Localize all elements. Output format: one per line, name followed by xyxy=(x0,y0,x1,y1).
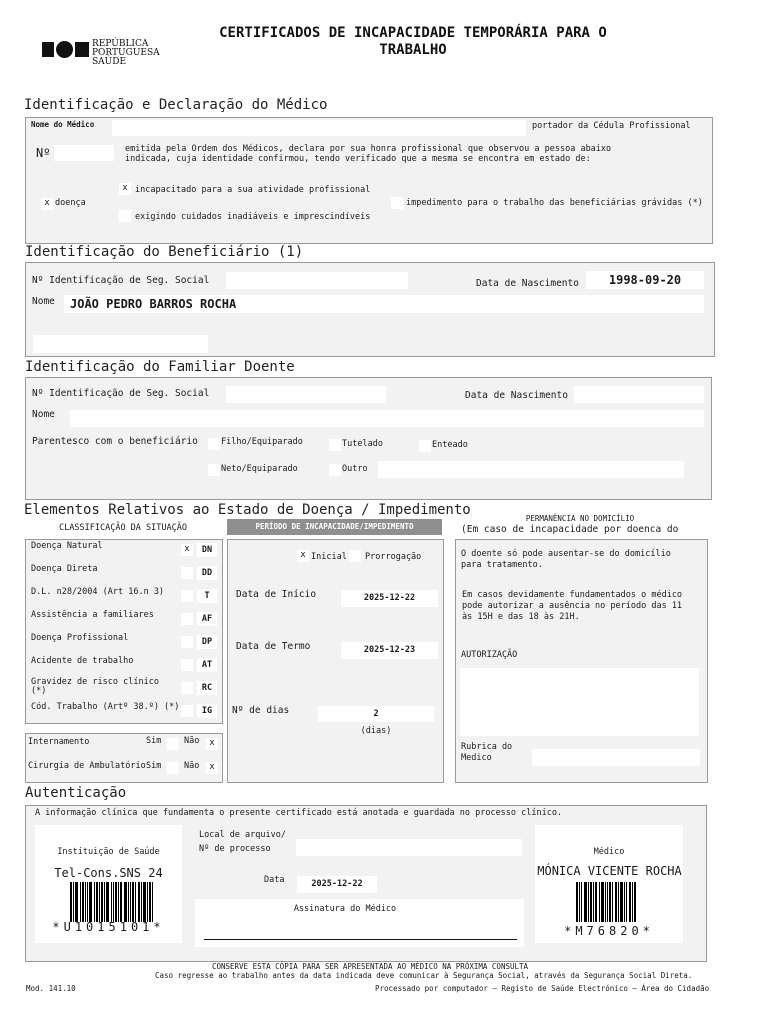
classification-code: RC xyxy=(197,681,217,695)
classification-label: Cód. Trabalho (Artº 38.º) (*) xyxy=(31,702,180,712)
classification-checkbox[interactable] xyxy=(181,567,193,579)
classification-label: Doença Direta xyxy=(31,564,98,574)
period-heading: PERÍODO DE INCAPACIDADE/IMPEDIMENTO xyxy=(227,519,442,535)
signature-label: Assinatura do Médico xyxy=(293,904,397,914)
prorrogacao-checkbox[interactable] xyxy=(349,550,361,562)
family-name-label: Nome xyxy=(32,409,55,420)
classification-code: DN xyxy=(197,543,217,557)
doenca-checkbox[interactable]: x xyxy=(41,198,53,210)
cuidados-checkbox[interactable] xyxy=(119,210,131,222)
classification-row xyxy=(25,677,221,699)
cirurgia-sim-label: Sim xyxy=(146,761,162,771)
institution-value: Tel-Cons.SNS 24 xyxy=(54,866,163,880)
n-label: Nº xyxy=(36,146,51,160)
model-number: Mod. 141.10 xyxy=(26,984,76,993)
doctor-code: *M76820* xyxy=(564,924,654,938)
classification-code: IG xyxy=(197,704,217,718)
classification-checkbox[interactable] xyxy=(181,590,193,602)
domicile-text-1: O doente só pode ausentar-se do domicílio para tratamento. xyxy=(461,549,671,570)
incapacitado-checkbox[interactable]: x xyxy=(119,183,131,195)
period-box xyxy=(227,539,444,783)
classification-checkbox[interactable] xyxy=(181,659,193,671)
cedula-number-field xyxy=(54,145,114,161)
page-title-line2: TRABALHO xyxy=(379,42,447,58)
beneficiary-extra-field xyxy=(33,335,208,353)
auth-date-label: Data xyxy=(264,875,285,885)
republic-logo xyxy=(42,40,162,70)
cirurgia-sim-checkbox[interactable] xyxy=(167,762,179,774)
outro-checkbox[interactable] xyxy=(329,464,341,476)
start-date-value: 2025-12-22 xyxy=(341,590,438,607)
gravidas-label: impedimento para o trabalho das beneficiárias grávidas (*) xyxy=(406,198,703,208)
beneficiary-name-label: Nome xyxy=(32,296,55,307)
internamento-nao-checkbox[interactable]: x xyxy=(206,738,218,750)
internamento-nao-label: Não xyxy=(184,736,200,746)
classification-row xyxy=(25,700,221,722)
filho-checkbox[interactable] xyxy=(208,438,220,450)
beneficiary-birth-value: 1998-09-20 xyxy=(586,271,704,289)
rubrica-field[interactable] xyxy=(532,749,700,766)
family-birth-label: Data de Nascimento xyxy=(465,390,568,401)
institution-label: Instituição de Saúde xyxy=(57,847,160,857)
institution-code: *U1015101* xyxy=(52,920,165,934)
enteado-label: Enteado xyxy=(432,440,468,450)
doctor-section-box xyxy=(25,117,713,244)
family-heading: Identificação do Familiar Doente xyxy=(25,359,295,375)
cirurgia-label: Cirurgia de Ambulatório xyxy=(28,761,146,771)
autorizacao-label: AUTORIZAÇÃO xyxy=(461,650,518,660)
classification-row xyxy=(25,585,221,607)
beneficiary-seg-social-label: Nº Identificação de Seg. Social xyxy=(32,275,210,286)
cedula-label: portador da Cédula Profissional xyxy=(532,121,691,131)
elements-heading: Elementos Relativos ao Estado de Doença / Impedimento xyxy=(24,502,471,518)
logo-circle-icon xyxy=(56,41,73,58)
family-seg-social-field xyxy=(226,386,386,403)
internamento-label: Internamento xyxy=(28,737,90,747)
domicile-heading: PERMANÊNCIA NO DOMICÍLIO xyxy=(525,514,635,523)
page-title-line1: CERTIFICADOS DE INCAPACIDADE TEMPORÁRIA PARA O xyxy=(219,25,607,41)
logo-text-line1: REPÚBLICA xyxy=(92,39,149,49)
classification-row xyxy=(25,539,221,561)
footer-line-1: CONSERVE ESTA CÓPIA PARA SER APRESENTADA AO MÉDICO NA PRÓXIMA CONSULTA xyxy=(211,962,529,971)
incapacitado-label: incapacitado para a sua atividade profissional xyxy=(135,185,371,195)
classification-label: D.L. n28/2004 (Art 16.n 3) xyxy=(31,587,165,597)
classification-code: AT xyxy=(197,658,217,672)
internamento-sim-checkbox[interactable] xyxy=(167,738,179,750)
inicial-checkbox[interactable]: x xyxy=(297,550,309,562)
end-date-value: 2025-12-23 xyxy=(341,642,438,659)
classification-code: AF xyxy=(197,612,217,626)
tutelado-label: Tutelado xyxy=(342,439,383,449)
family-name-field xyxy=(70,410,704,427)
archive-label-2: Nº de processo xyxy=(199,844,271,854)
tutelado-checkbox[interactable] xyxy=(329,439,341,451)
classification-code: DP xyxy=(197,635,217,649)
classification-label: Gravidez de risco clínico (*) xyxy=(31,677,159,696)
classification-row xyxy=(25,562,221,584)
cirurgia-nao-label: Não xyxy=(184,761,200,771)
inicial-label: Inicial xyxy=(311,552,347,562)
days-unit: (dias) xyxy=(360,726,392,736)
footer-line-2: Caso regresse ao trabalho antes da data indicada deve comunicar à Segurança Social, através da Segurança Social Direta. xyxy=(155,971,693,980)
beneficiary-heading: Identificação do Beneficiário (1) xyxy=(25,244,304,260)
classification-label: Acidente de trabalho xyxy=(31,656,134,666)
archive-label-1: Local de arquivo/ xyxy=(199,830,286,840)
domicile-text-2: Em casos devidamente fundamentados o médico pode autorizar a ausência no período das 11 às 15H e das 18 às 21H. xyxy=(462,590,683,622)
rubrica-label: Rubrica do Medico xyxy=(461,742,513,763)
family-seg-social-label: Nº Identificação de Seg. Social xyxy=(32,388,210,399)
classification-label: Assistência a familiares xyxy=(31,610,154,620)
gravidas-checkbox[interactable] xyxy=(391,197,403,209)
logo-text-line2: PORTUGUESA xyxy=(92,48,160,58)
classification-checkbox[interactable]: x xyxy=(181,544,193,556)
cirurgia-nao-checkbox[interactable]: x xyxy=(206,762,218,774)
doctor-name-label: Nome do Médico xyxy=(31,120,95,129)
classification-checkbox[interactable] xyxy=(181,682,193,694)
outro-label: Outro xyxy=(342,464,368,474)
autorizacao-field[interactable] xyxy=(460,668,699,736)
doctor-section-heading: Identificação e Declaração do Médico xyxy=(24,97,328,113)
cuidados-label: exigindo cuidados inadiáveis e imprescindíveis xyxy=(135,212,371,222)
beneficiary-seg-social-field xyxy=(226,272,408,289)
prorrogacao-label: Prorrogação xyxy=(365,552,422,562)
classification-row xyxy=(25,608,221,630)
archive-field[interactable] xyxy=(296,839,522,856)
auth-date-value: 2025-12-22 xyxy=(297,876,377,893)
domicile-subheading: (Em caso de incapacidade por doenca do xyxy=(461,524,679,535)
authentication-heading: Autenticação xyxy=(25,785,127,801)
internamento-sim-label: Sim xyxy=(146,736,162,746)
signature-line xyxy=(204,939,517,940)
doctor-barcode xyxy=(576,882,637,922)
classification-code: T xyxy=(197,589,217,603)
classification-code: DD xyxy=(197,566,217,580)
classification-label: Doença Natural xyxy=(31,541,103,551)
neto-label: Neto/Equiparado xyxy=(221,464,298,474)
logo-block-icon xyxy=(75,42,89,57)
classification-checkbox[interactable] xyxy=(181,705,193,717)
doctor-name-field xyxy=(112,120,526,136)
neto-checkbox[interactable] xyxy=(208,464,220,476)
parentesco-label: Parentesco com o beneficiário xyxy=(32,436,198,447)
institution-barcode xyxy=(70,882,155,922)
beneficiary-birth-label: Data de Nascimento xyxy=(476,278,579,289)
days-value: 2 xyxy=(318,706,434,722)
beneficiary-name-value: JOÃO PEDRO BARROS ROCHA xyxy=(64,295,704,313)
days-label: Nº de dias xyxy=(232,705,290,716)
classification-row xyxy=(25,631,221,653)
processed-note: Processado por computador – Registo de Saúde Electrónico – Área do Cidadão xyxy=(375,984,710,993)
doctor-name: MÓNICA VICENTE ROCHA xyxy=(537,864,682,878)
classification-checkbox[interactable] xyxy=(181,636,193,648)
classification-checkbox[interactable] xyxy=(181,613,193,625)
outro-field[interactable] xyxy=(378,461,684,478)
logo-square-icon xyxy=(42,42,54,57)
classification-heading: CLASSIFICAÇÃO DA SITUAÇÃO xyxy=(59,523,187,533)
end-date-label: Data de Termo xyxy=(236,641,311,652)
logo-text-line3: SAÚDE xyxy=(92,57,127,67)
declaration-text: emitida pela Ordem dos Médicos, declara por sua honra profissional que observou a pessoa abaixo indicada, cuja identidade confirmou, tendo verificado que a mesma se encontra em estado de: xyxy=(125,144,612,164)
enteado-checkbox[interactable] xyxy=(419,440,431,452)
doctor-label: Médico xyxy=(593,847,625,857)
start-date-label: Data de Início xyxy=(236,589,317,600)
classification-label: Doença Profissional xyxy=(31,633,129,643)
filho-label: Filho/Equiparado xyxy=(221,437,303,447)
doenca-label: doença xyxy=(55,198,86,208)
classification-row xyxy=(25,654,221,676)
family-birth-field xyxy=(574,386,704,403)
clinical-note: A informação clínica que fundamenta o presente certificado está anotada e guardada no processo clínico. xyxy=(35,808,563,818)
